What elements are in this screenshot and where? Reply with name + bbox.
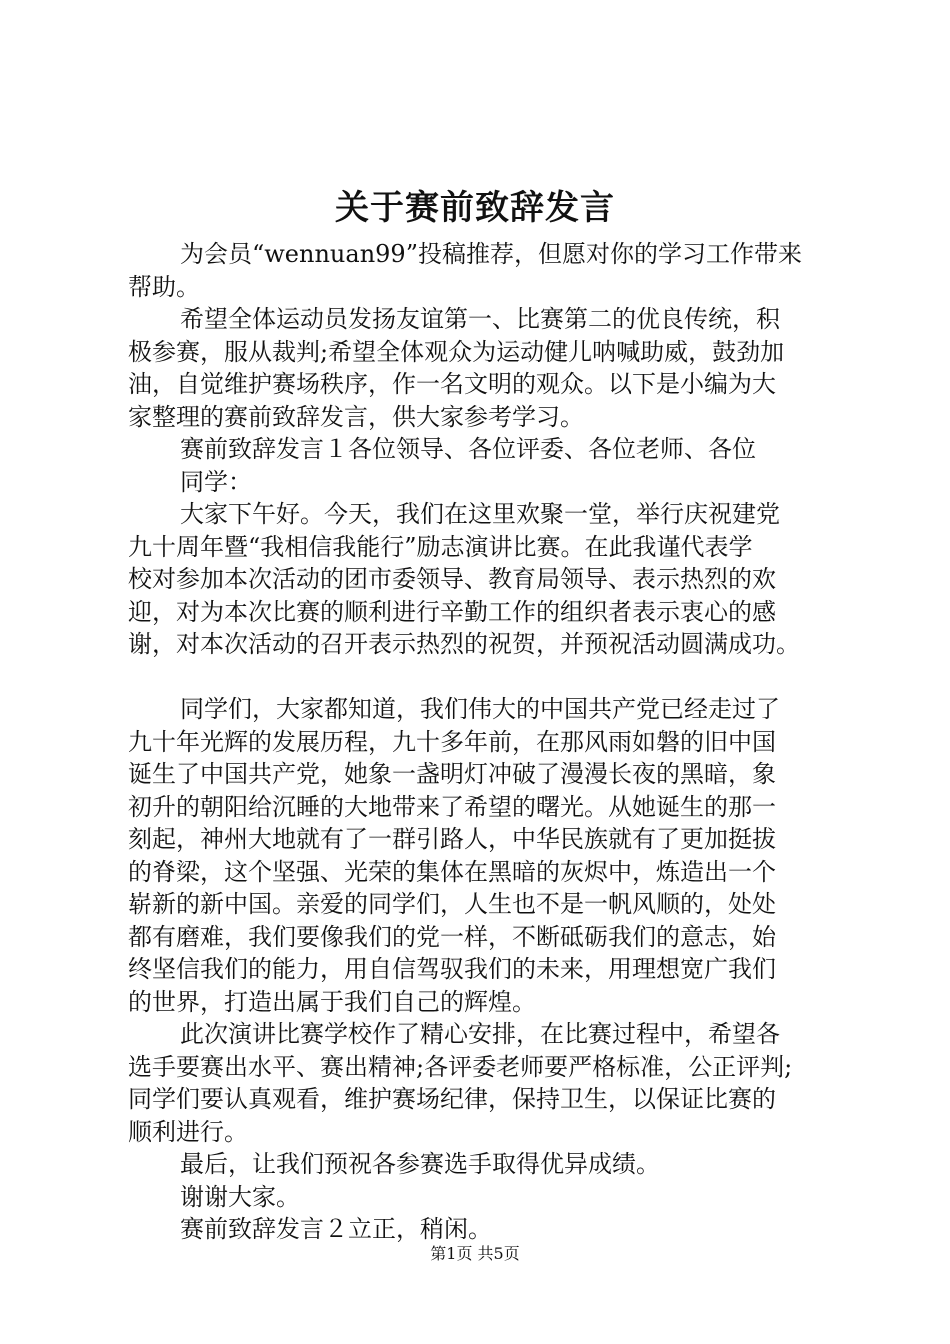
- document-title: 关于赛前致辞发言: [335, 188, 615, 228]
- paragraph-line: 九十年光辉的发展历程，九十多年前，在那风雨如磐的旧中国: [128, 727, 776, 756]
- paragraph-line: 家整理的赛前致辞发言，供大家参考学习。: [128, 402, 584, 431]
- paragraph-line: 初升的朝阳给沉睡的大地带来了希望的曙光。从她诞生的那一: [128, 792, 776, 821]
- paragraph-line: 顺利进行。: [128, 1117, 248, 1146]
- paragraph-line: 的脊梁，这个坚强、光荣的集体在黑暗的灰烬中，炼造出一个: [128, 857, 776, 886]
- paragraph-line: 此次演讲比赛学校作了精心安排，在比赛过程中，希望各: [180, 1020, 780, 1048]
- paragraph-line: 油，自觉维护赛场秩序，作一名文明的观众。以下是小编为大: [128, 370, 776, 398]
- salutation-line: 同学：: [180, 467, 252, 496]
- paragraph-line: 校对参加本次活动的团市委领导、教育局领导、表示热烈的欢: [128, 565, 776, 593]
- paragraph-spacer: [128, 661, 844, 694]
- paragraph-line: 选手要赛出水平、赛出精神;各评委老师要严格标准，公正评判;: [128, 1052, 793, 1081]
- paragraph-line: 诞生了中国共产党，她象一盏明灯冲破了漫漫长夜的黑暗，象: [128, 760, 776, 788]
- paragraph-line: 大家下午好。今天，我们在这里欢聚一堂，举行庆祝建党: [180, 500, 780, 528]
- paragraph-line: 希望全体运动员发扬友谊第一、比赛第二的优良传统，积: [180, 305, 780, 333]
- paragraph-line: 同学们，大家都知道，我们伟大的中国共产党已经走过了: [180, 695, 780, 723]
- document-body: [128, 238, 844, 1246]
- paragraph-line: 帮助。: [128, 272, 200, 301]
- paragraph-line: 刻起，神州大地就有了一群引路人，中华民族就有了更加挺拔: [128, 825, 776, 853]
- page-number-footer: 第1页 共5页: [430, 1244, 520, 1263]
- paragraph-line: 谢谢大家。: [180, 1182, 300, 1211]
- paragraph-line: 谢，对本次活动的召开表示热烈的祝贺，并预祝活动圆满成功。: [128, 630, 800, 658]
- paragraph-line: 九十周年暨“我相信我能行”励志演讲比赛。在此我谨代表学: [128, 532, 753, 561]
- paragraph-line: 最后，让我们预祝各参赛选手取得优异成绩。: [180, 1150, 660, 1178]
- paragraph-line: 同学们要认真观看，维护赛场纪律，保持卫生，以保证比赛的: [128, 1085, 776, 1113]
- paragraph-line: 迎，对为本次比赛的顺利进行辛勤工作的组织者表示衷心的感: [128, 597, 776, 626]
- paragraph-line: 都有磨难，我们要像我们的党一样，不断砥砺我们的意志，始: [128, 922, 776, 951]
- paragraph-line: 终坚信我们的能力，用自信驾驭我们的未来，用理想宽广我们: [128, 955, 776, 983]
- paragraph-line: 极参赛，服从裁判;希望全体观众为运动健儿呐喊助威，鼓劲加: [128, 337, 785, 366]
- section-heading-line: 赛前致辞发言１各位领导、各位评委、各位老师、各位: [180, 435, 756, 463]
- paragraph-line: 的世界，打造出属于我们自己的辉煌。: [128, 987, 536, 1016]
- section-heading-line: 赛前致辞发言２立正，稍闲。: [180, 1215, 492, 1243]
- paragraph-line: 崭新的新中国。亲爱的同学们，人生也不是一帆风顺的，处处: [128, 890, 776, 918]
- paragraph-line: 为会员“wennuan99”投稿推荐，但愿对你的学习工作带来: [180, 240, 802, 268]
